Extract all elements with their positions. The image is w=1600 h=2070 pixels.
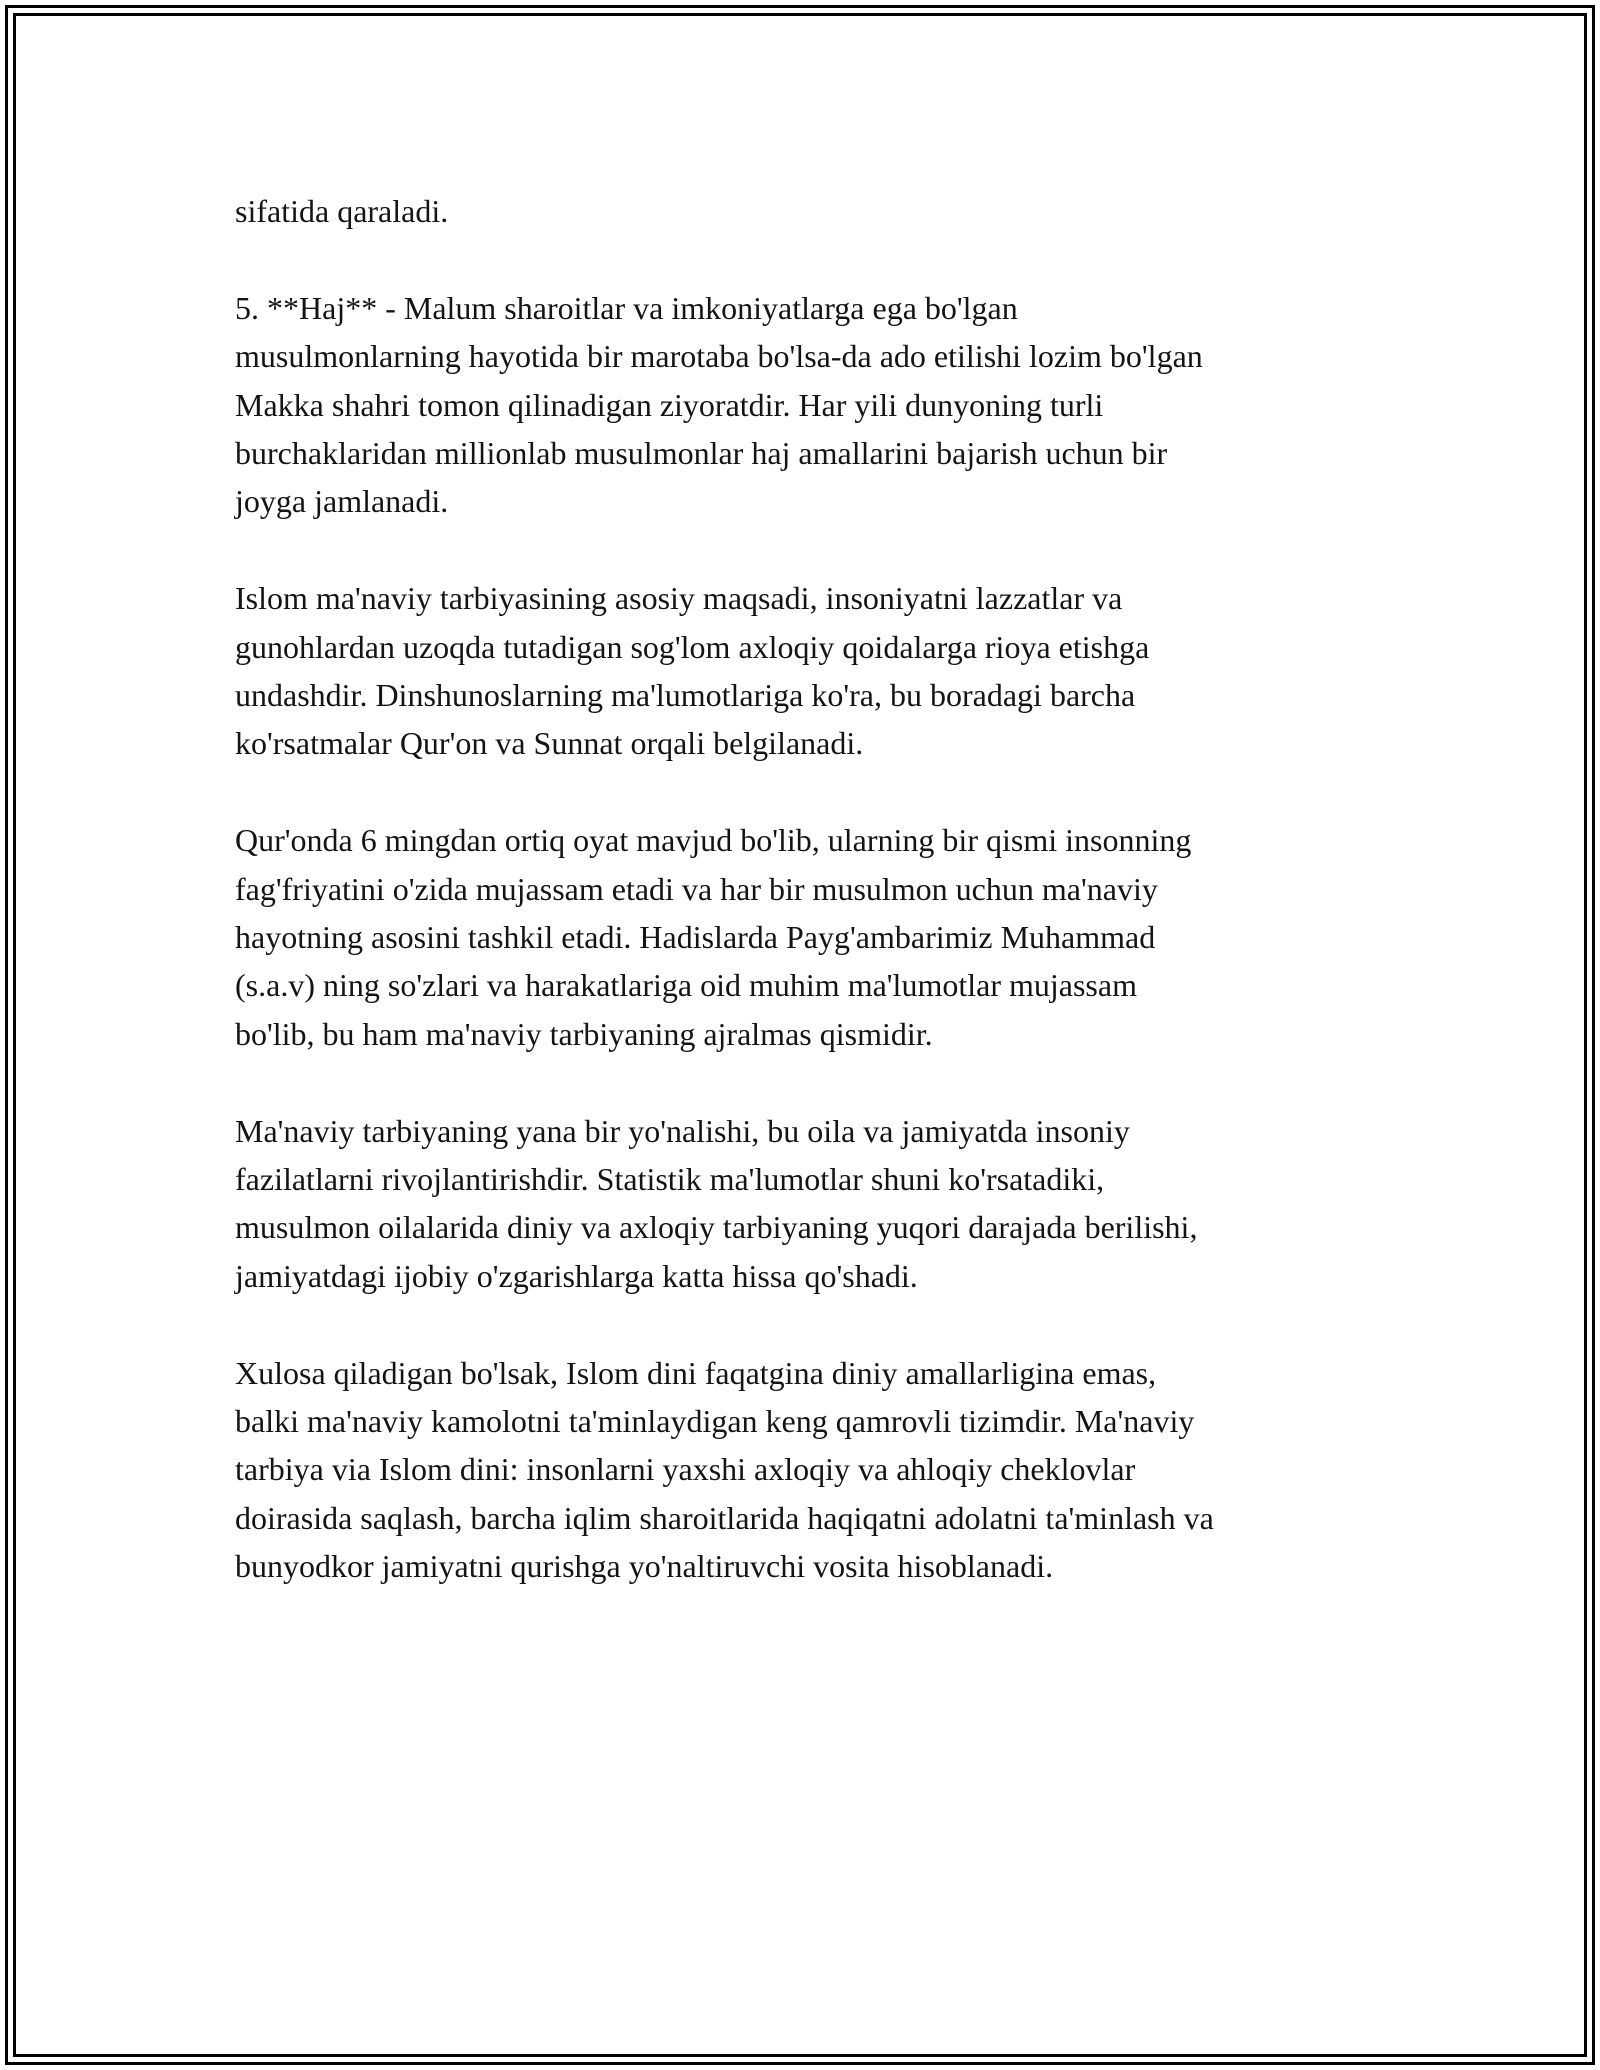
paragraph-quran-hadith: Qur'onda 6 mingdan ortiq oyat mavjud bo'lib, ularning bir qismi insonning fag'friyatini o'zida mujassam etadi va har bir musulmon uchun ma'naviy hayotning asosini tashkil etadi. Hadislarda Payg'ambarimiz Muhammad (s.a.v) ning so'zlari va harakatlariga oid muhim ma'lumotlar mujassam bo'lib, bu ham ma'naviy tarbiyaning ajralmas qismidir.	[235, 822, 1192, 1052]
paragraph-continuation: sifatida qaraladi.	[235, 193, 449, 229]
paragraph-haj: 5. **Haj** - Malum sharoitlar va imkoniyatlarga ega bo'lgan musulmonlarning hayotida bir marotaba bo'lsa-da ado etilishi lozim bo'lgan Makka shahri tomon qilinadigan ziyoratdir. Har yili dunyoning turli burchaklaridan millionlab musulmonlar haj amallarini bajarish uchun bir joyga jamlanadi.	[235, 289, 1203, 520]
paragraph-family-society: Ma'naviy tarbiyaning yana bir yo'nalishi, bu oila va jamiyatda insoniy fazilatlarni rivojlantirishdir. Statistik ma'lumotlar shuni ko'rsatadiki, musulmon oilalarida diniy va axloqiy tarbiyaning yuqori darajada berilishi, jamiyatdagi ijobiy o'zgarishlarga katta hissa qo'shadi.	[235, 1112, 1198, 1294]
paragraph-spiritual-education-goal: Islom ma'naviy tarbiyasining asosiy maqsadi, insoniyatni lazzatlar va gunohlardan uzoqda tutadigan sog'lom axloqiy qoidalarga rioya etishga undashdir. Dinshunoslarning ma'lumotlariga ko'ra, bu boradagi barcha ko'rsatmalar Qur'on va Sunnat orqali belgilanadi.	[235, 580, 1150, 762]
paragraph-conclusion: Xulosa qiladigan bo'lsak, Islom dini faqatgina diniy amallarligina emas, balki ma'naviy kamolotni ta'minlaydigan keng qamrovli tizimdir. Ma'naviy tarbiya via Islom dini: insonlarni yaxshi axloqiy va ahloqiy cheklovlar doirasida saqlash, barcha iqlim sharoitlarida haqiqatni adolatni ta'minlash va bunyodkor jamiyatni qurishga yo'naltiruvchi vosita hisoblanadi.	[235, 1354, 1214, 1585]
document-body	[235, 187, 1375, 1591]
